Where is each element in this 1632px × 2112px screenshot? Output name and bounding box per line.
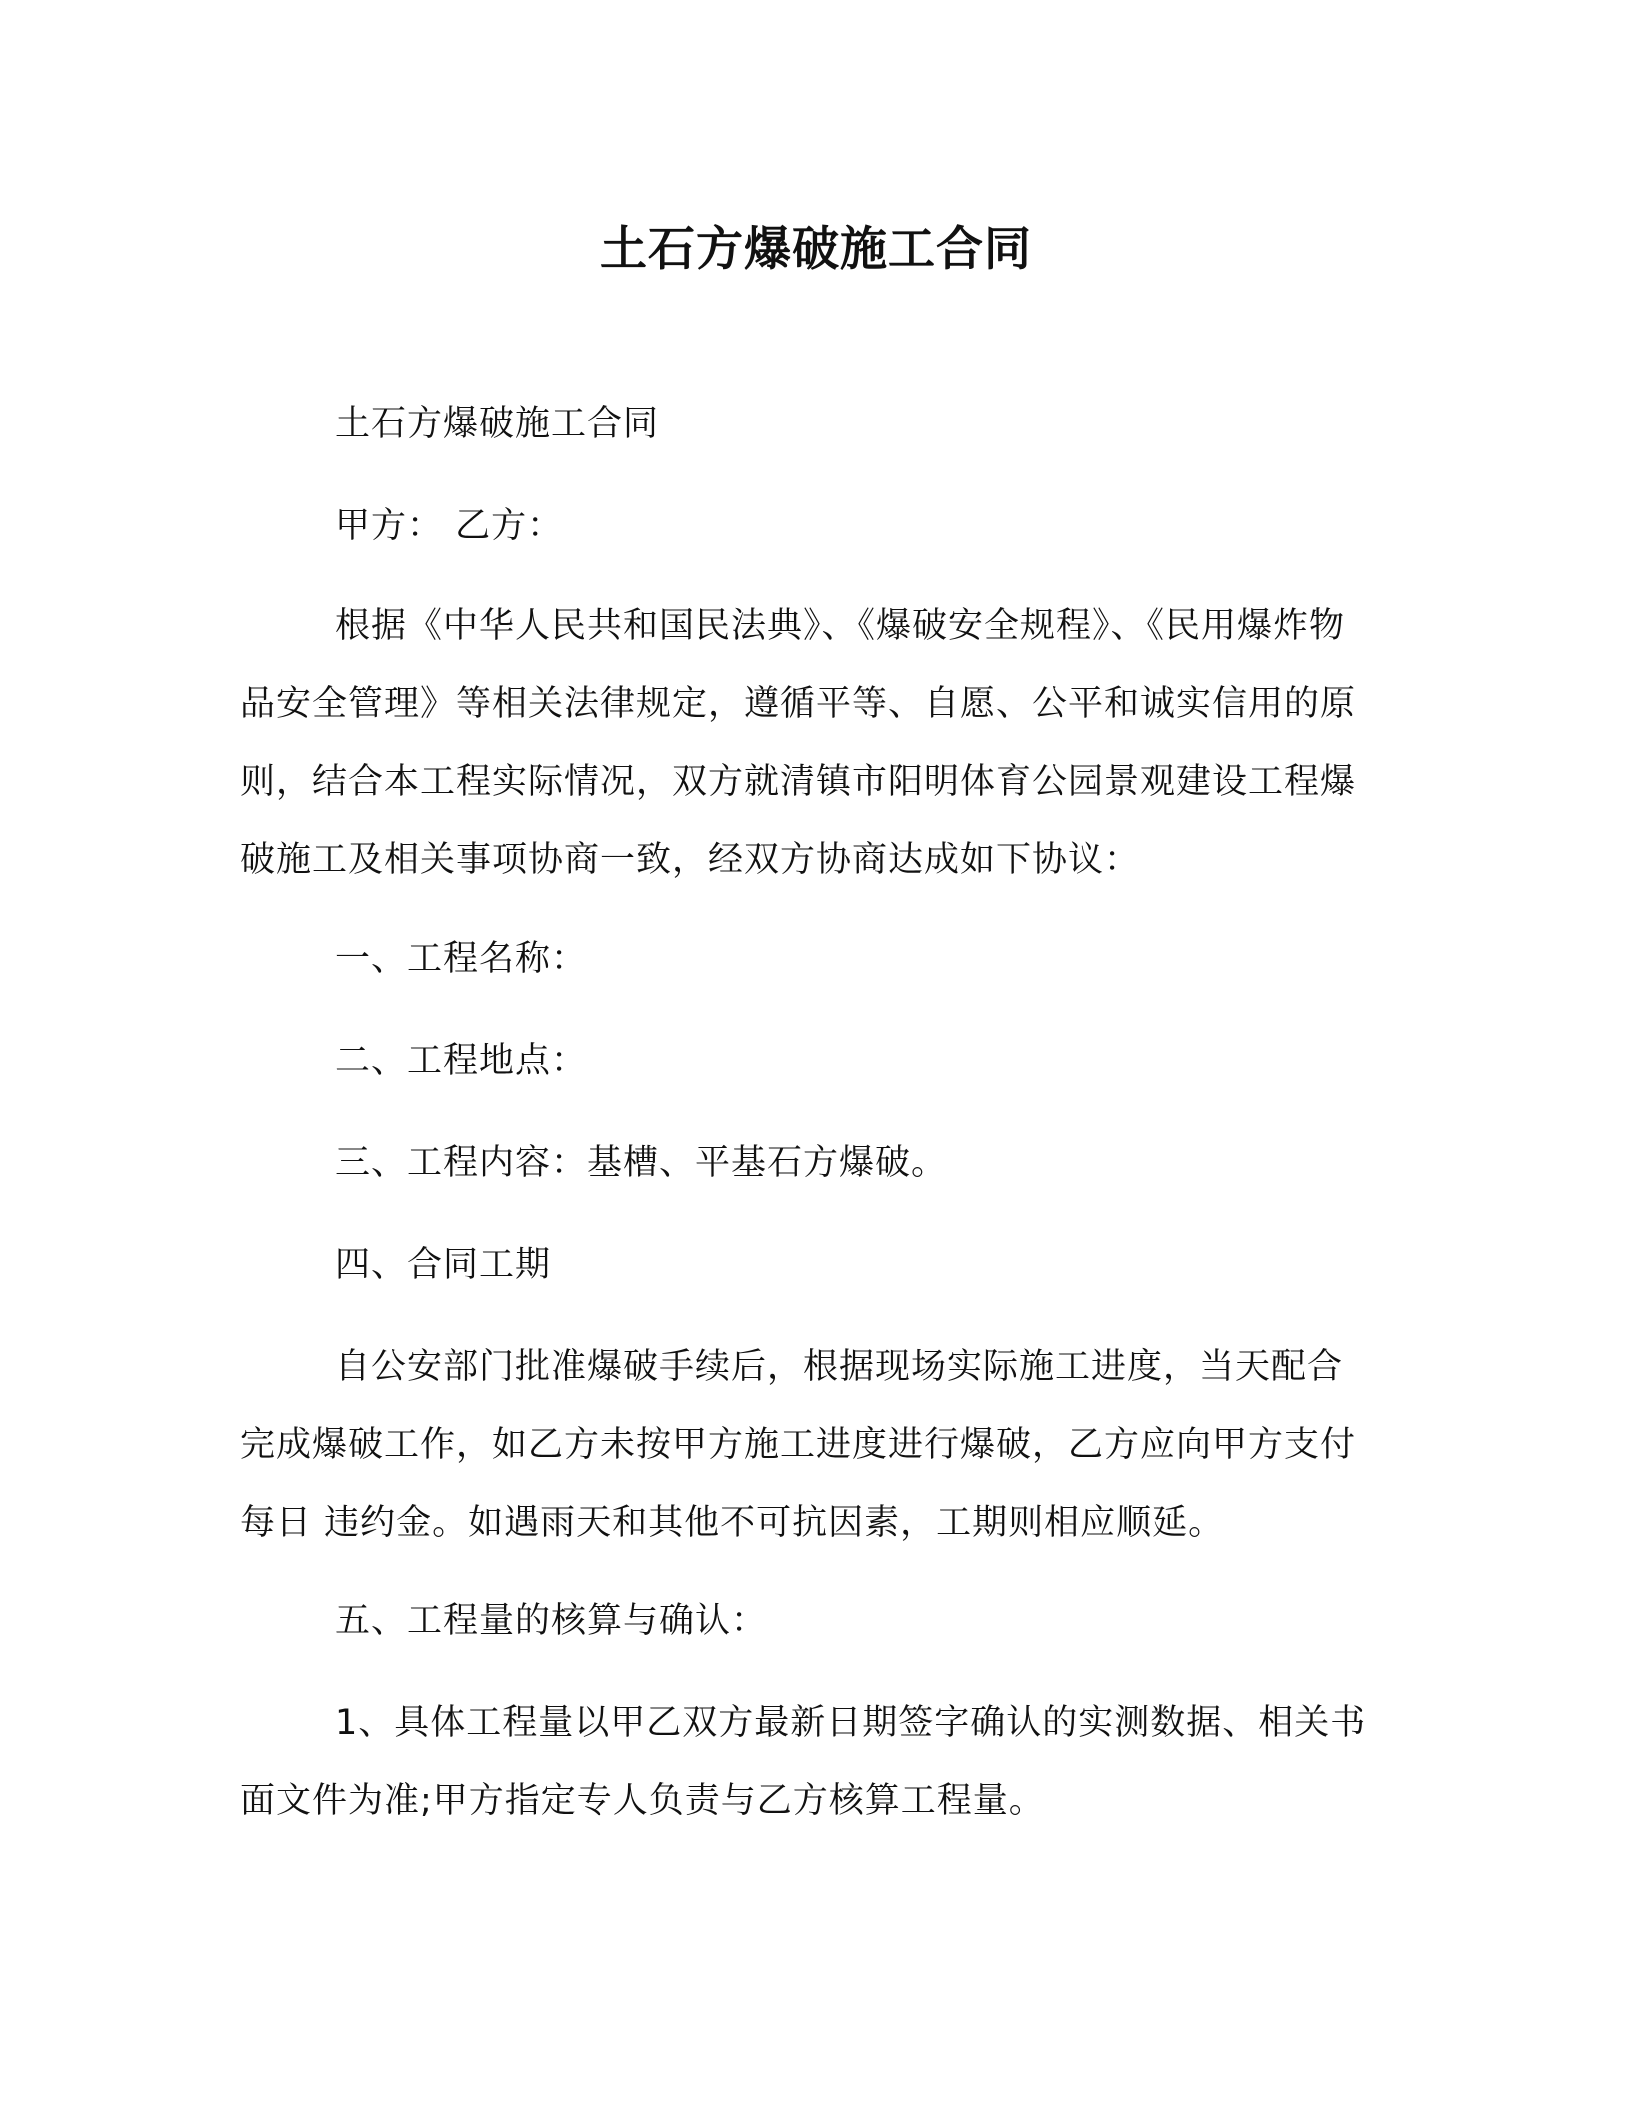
section-5-heading: 五、工程量的核算与确认： [335,1601,768,1641]
section-3-heading: 三、工程内容：基槽、平基石方爆破。 [335,1143,948,1183]
document-title: 土石方爆破施工合同 [600,222,1032,277]
document-subtitle: 土石方爆破施工合同 [335,404,660,444]
parties-line: 甲方： 乙方： [335,506,564,546]
section-5-item-1: 1、具体工程量以甲乙双方最新日期签字确认的实测数据、相关书面文件为准;甲方指定专人负责与乙方核算工程量。 [240,1703,1367,1821]
section-1-heading: 一、工程名称： [335,939,588,979]
section-4-paragraph: 自公安部门批准爆破手续后，根据现场实际施工进度，当天配合完成爆破工作，如乙方未按甲方施工进度进行爆破，乙方应向甲方支付每日 违约金。如遇雨天和其他不可抗因素，工期则相应顺延。 [240,1347,1357,1543]
section-4-heading: 四、合同工期 [335,1245,552,1285]
intro-paragraph: 根据《中华人民共和国民法典》、《爆破安全规程》、《民用爆炸物品安全管理》等相关法律规定，遵循平等、自愿、公平和诚实信用的原则，结合本工程实际情况，双方就清镇市阳明体育公园景观建设工程爆破施工及相关事项协商一致，经双方协商达成如下协议： [240,606,1357,880]
section-2-heading: 二、工程地点： [335,1041,588,1081]
